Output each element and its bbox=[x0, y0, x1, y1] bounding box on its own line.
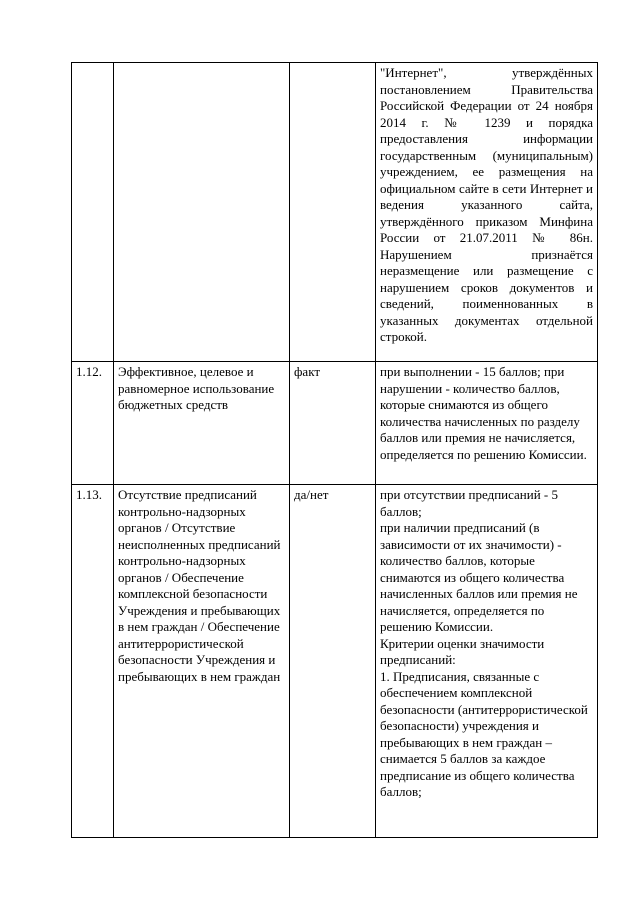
cell-number: 1.13. bbox=[72, 485, 114, 838]
criteria-paragraph: Критерии оценки значимости предписаний: bbox=[380, 635, 545, 667]
cell-criteria bbox=[376, 485, 598, 838]
cell-indicator: Эффективное, целевое и равномерное использование бюджетных средств bbox=[114, 362, 290, 485]
criteria-table bbox=[71, 62, 598, 838]
criteria-paragraph: при наличии предписаний (в зависимости от их значимости) - количество баллов, которые снимаются из общего количества начисленных баллов или премия не начисляется, определяется по решению Комиссии. bbox=[380, 520, 578, 634]
cell-indicator: Отсутствие предписаний контрольно-надзорных органов / Отсутствие неисполненных предписаний контрольно-надзорных органов / Обеспечение комплексной безопасности Учреждения и пребывающих в нем граждан / Обеспечение антитеррористической безопасности Учреждения и пребывающих в нем граждан bbox=[114, 485, 290, 838]
table-row-1-13 bbox=[72, 485, 598, 838]
table-row-1-12 bbox=[72, 362, 598, 485]
cell-type: да/нет bbox=[290, 485, 376, 838]
cell-number: 1.12. bbox=[72, 362, 114, 485]
cell-indicator bbox=[114, 63, 290, 362]
cell-type: факт bbox=[290, 362, 376, 485]
cell-criteria: "Интернет", утверждённых постановлением Правительства Российской Федерации от 24 ноября 2014 г. № 1239 и порядка предоставления информации государственным (муниципальным) учреждением, ее размещения на официальном сайте в сети Интернет и ведения указанного сайта, утверждённого приказом Минфина России от 21.07.2011 № 86н. Нарушением признаётся неразмещение или размещение с нарушением сроков документов и сведений, поименнованных в указанных документах отдельной строкой. bbox=[376, 63, 598, 362]
cell-criteria: при выполнении - 15 баллов; при нарушении - количество баллов, которые снимаются из общего количества начисленных по разделу баллов или премия не начисляется, определяется по решению Комиссии. bbox=[376, 362, 598, 485]
cell-number bbox=[72, 63, 114, 362]
table-row-continuation bbox=[72, 63, 598, 362]
criteria-paragraph: 1. Предписания, связанные с обеспечением комплексной безопасности (антитеррористической безопасности) учреждения и пребывающих в нем граждан – снимается 5 баллов за каждое предписание из общего количества баллов; bbox=[380, 668, 588, 799]
criteria-paragraph: при отсутствии предписаний - 5 баллов; bbox=[380, 487, 559, 519]
cell-type bbox=[290, 63, 376, 362]
